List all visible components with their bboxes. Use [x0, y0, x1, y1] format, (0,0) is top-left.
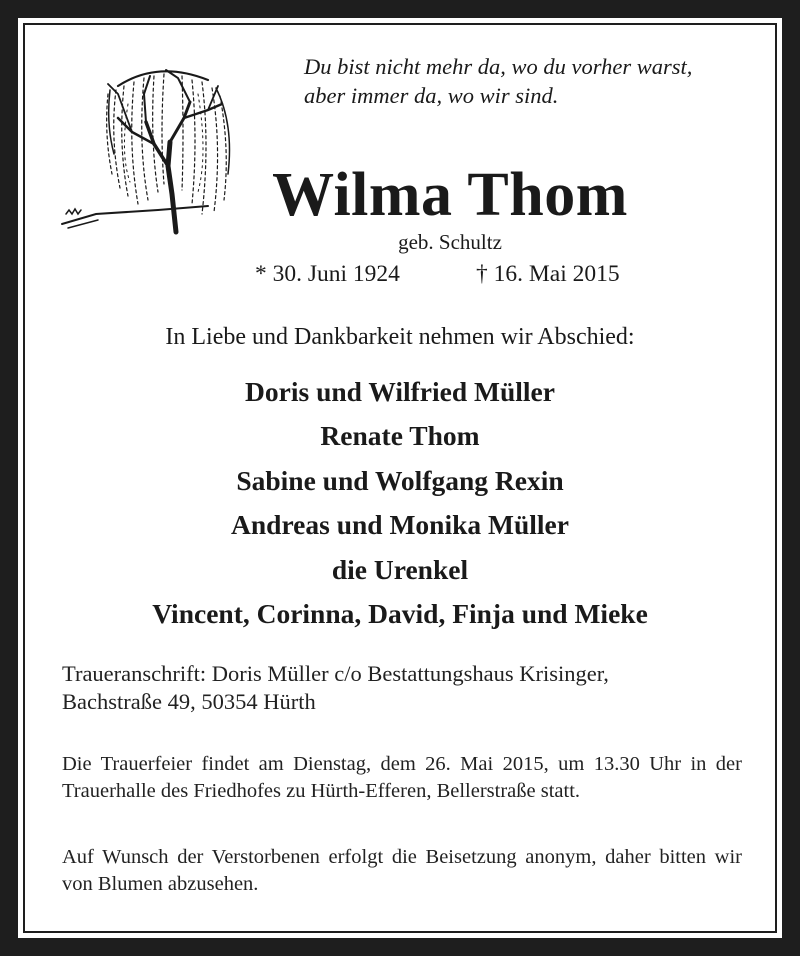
deceased-name: Wilma Thom [272, 161, 628, 229]
address-line-2: Bachstraße 49, 50354 Hürth [62, 689, 316, 714]
funeral-service-notice: Die Trauerfeier findet am Dienstag, dem 26. Mai 2015, um 13.30 Uhr in der Trauerhalle des Friedhofes zu Hürth-Efferen, Bellerstraße statt. [62, 753, 742, 802]
motto-quote [304, 52, 764, 110]
mourner-line: Sabine und Wolfgang Rexin [236, 464, 564, 496]
birth-name: geb. Schultz [398, 230, 502, 254]
mourners-list [24, 370, 776, 636]
weeping-willow-icon [58, 64, 238, 240]
mourner-line: Andreas und Monika Müller [231, 509, 569, 541]
mourner-line: Doris und Wilfried Müller [245, 376, 555, 407]
motto-line-2: aber immer da, wo wir sind. [304, 83, 559, 108]
mourner-line: die Urenkel [331, 553, 469, 585]
motto-line-1: Du bist nicht mehr da, wo du vorher warst, [304, 54, 693, 79]
mourner-line: Renate Thom [320, 420, 480, 452]
farewell-line: In Liebe und Dankbarkeit nehmen wir Abschied: [165, 324, 635, 350]
death-date: † 16. Mai 2015 [476, 261, 620, 287]
mourner-line: Vincent, Corinna, David, Finja und Mieke [152, 598, 648, 630]
address-line-1: Traueranschrift: Doris Müller c/o Bestattungshaus Krisinger, [62, 661, 609, 686]
burial-wish-notice: Auf Wunsch der Verstorbenen erfolgt die Beisetzung anonym, daher bitten wir von Blumen abzusehen. [62, 846, 742, 895]
birth-date: * 30. Juni 1924 [255, 261, 400, 287]
mourning-address [62, 660, 752, 716]
